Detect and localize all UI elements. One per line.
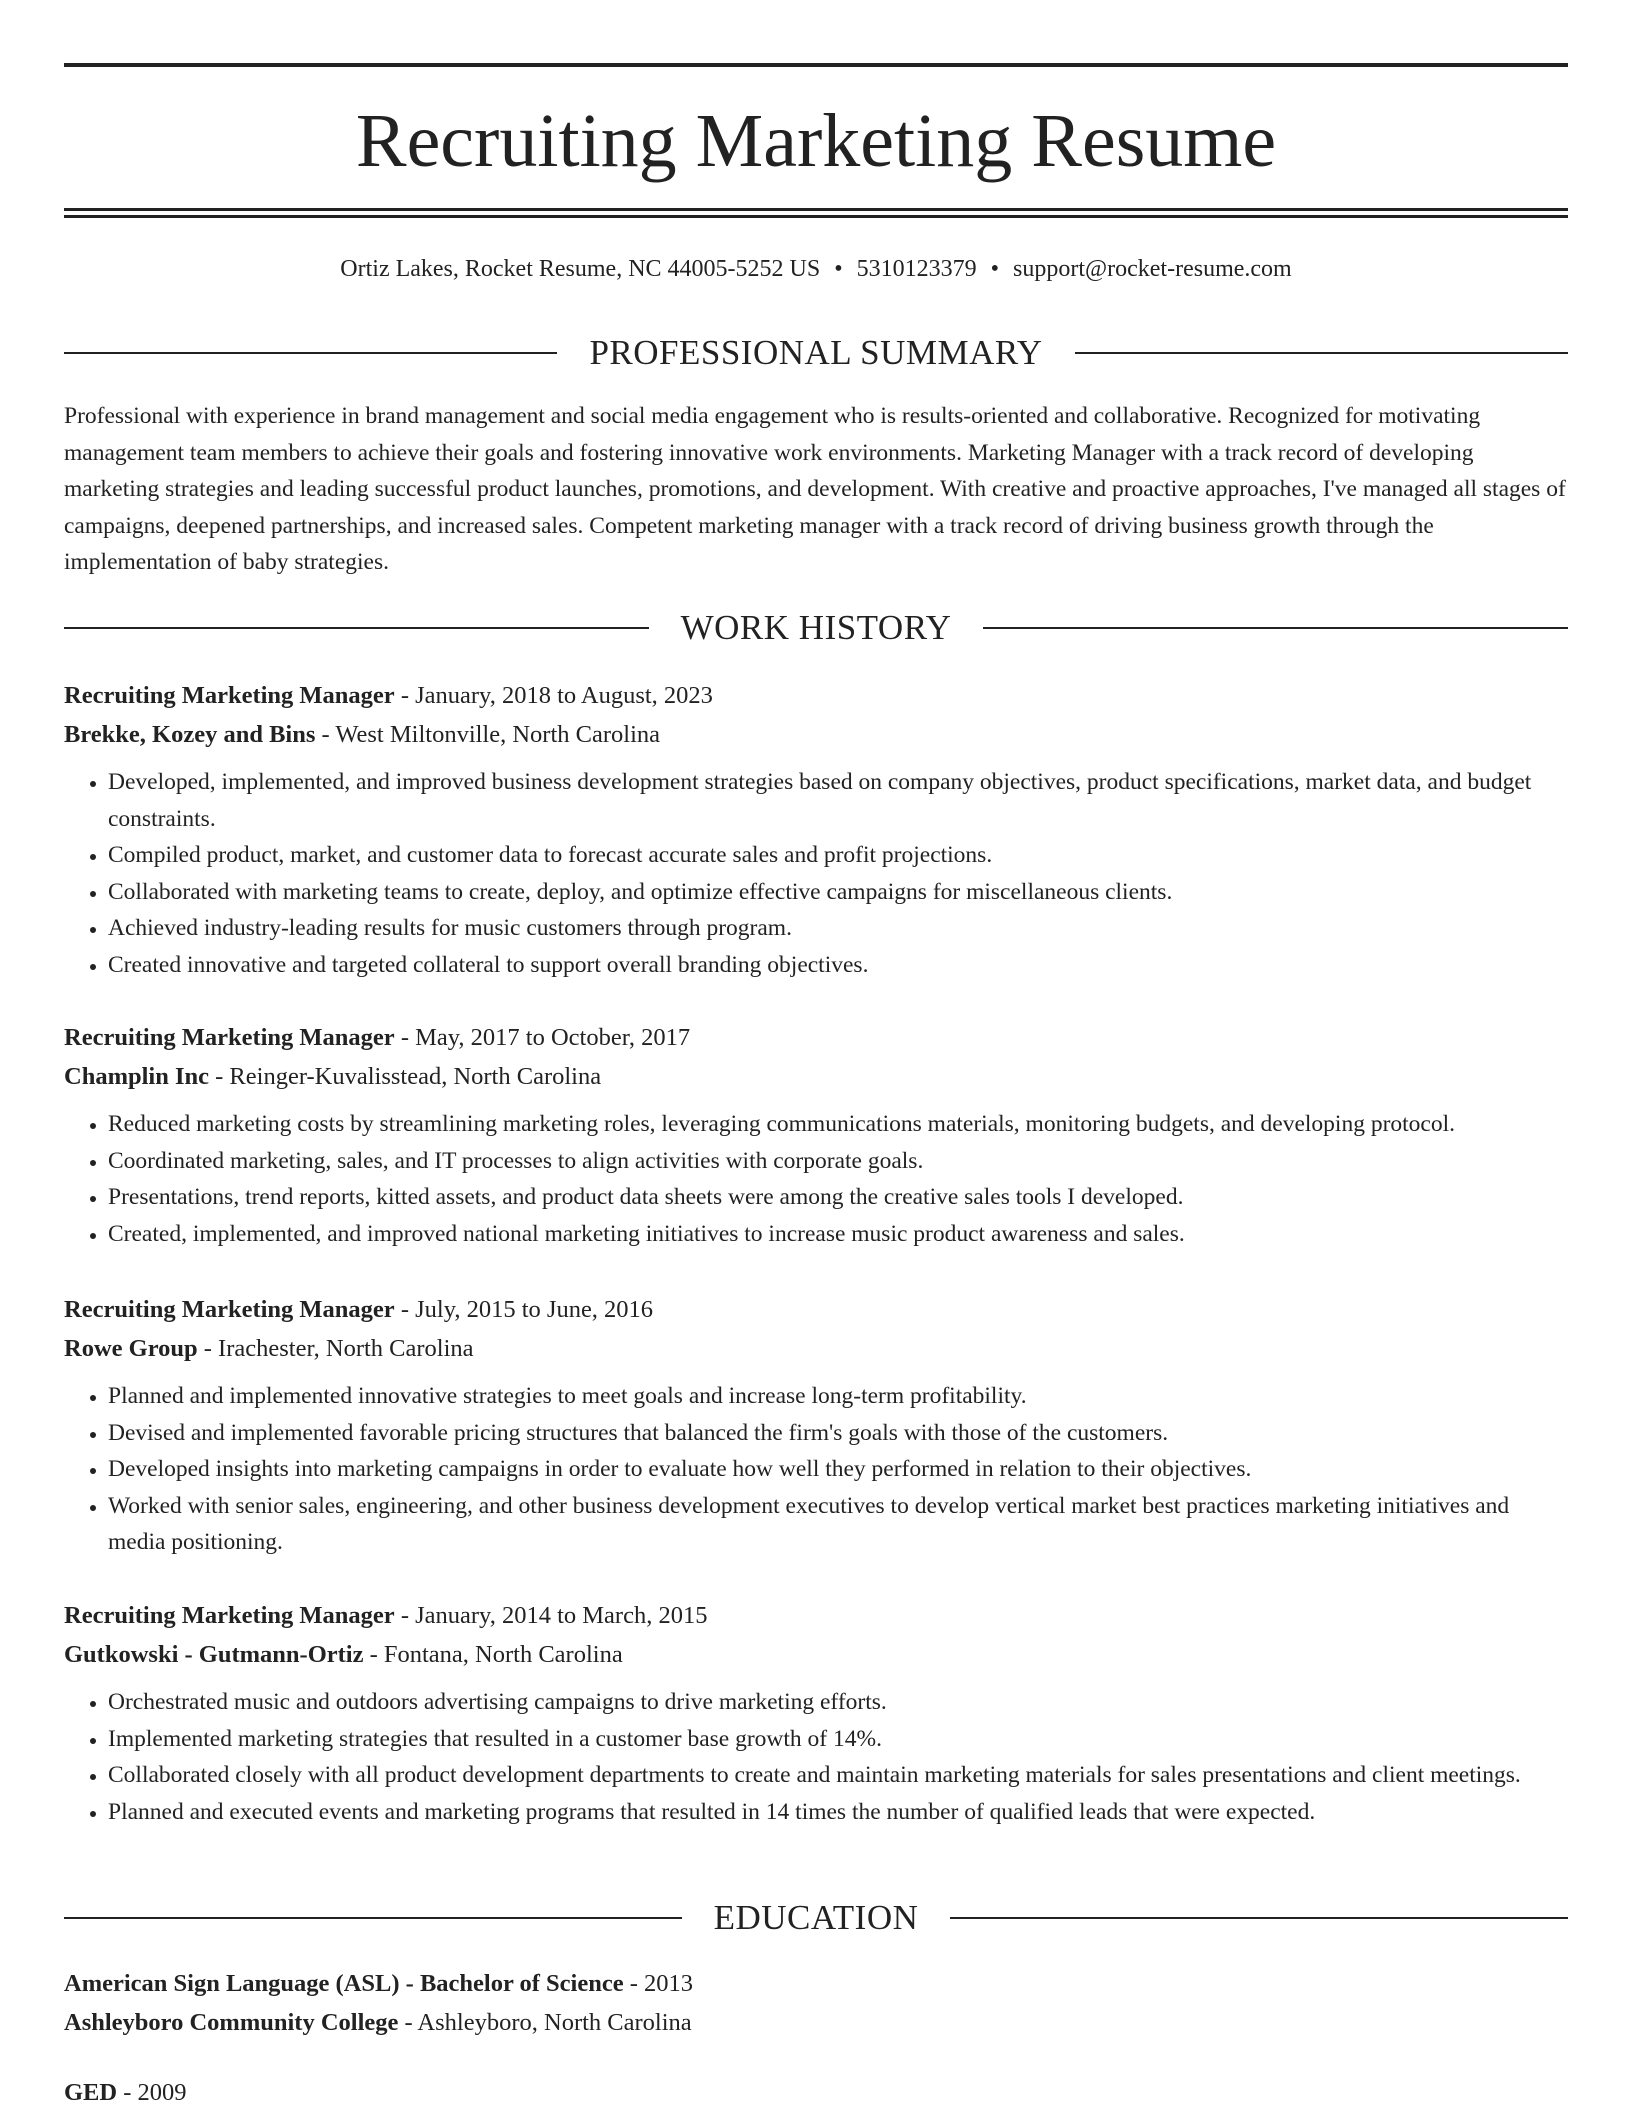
job-company: Rowe Group [64, 1335, 198, 1362]
education-entry [64, 1964, 1568, 2042]
work-section-header [64, 608, 1568, 648]
job-title-line [64, 1290, 1568, 1329]
education-section-header [64, 1898, 1568, 1938]
job-bullet: • Created innovative and targeted collateral to support overall branding objectives. [108, 947, 1568, 984]
job-title: Recruiting Marketing Manager [64, 1602, 395, 1629]
summary-text: Professional with experience in brand management and social media engagement who is results-oriented and collaborative. Recognized for motivating management team members to achieve their goals and fostering innovative work environments. Marketing Manager with a track record of developing marketing strategies and leading successful product launches, promotions, and development. With creative and proactive approaches, I've managed all stages of campaigns, deepened partnerships, and increased sales. Competent marketing manager with a track record of driving business growth through the implementation of baby strategies. [64, 403, 1566, 575]
job-location: - West Miltonville, North Carolina [315, 721, 661, 748]
title-double-rule-lower [64, 215, 1568, 218]
education-heading: EDUCATION [713, 1898, 919, 1937]
job-company: Brekke, Kozey and Bins [64, 721, 316, 748]
divider [64, 1917, 682, 1919]
job-bullet: • Reduced marketing costs by streamlining marketing roles, leveraging communications materials, monitoring budgets, and developing protocol. [108, 1106, 1568, 1143]
job-location: - Reinger-Kuvalisstead, North Carolina [209, 1063, 602, 1090]
job-bullet: • Compiled product, market, and customer data to forecast accurate sales and profit projections. [108, 837, 1568, 874]
job-title-line [64, 676, 1568, 715]
education-school: Ashleyboro Community College [64, 2009, 399, 2036]
contact-address: Ortiz Lakes, Rocket Resume, NC 44005-5252 US [340, 256, 821, 282]
job-location: - Fontana, North Carolina [363, 1641, 623, 1668]
job-bullet: • Implemented marketing strategies that resulted in a customer base growth of 14%. [108, 1721, 1568, 1758]
job-bullet: • Developed insights into marketing campaigns in order to evaluate how well they performed in relation to their objectives. [108, 1451, 1568, 1488]
job-entry [64, 1290, 1568, 1561]
education-degree: GED [64, 2079, 118, 2106]
job-bullet: • Presentations, trend reports, kitted assets, and product data sheets were among the creative sales tools I developed. [108, 1179, 1568, 1216]
job-bullet: • Developed, implemented, and improved business development strategies based on company objectives, product specifications, market data, and budget constraints. [108, 764, 1568, 837]
education-year: - 2009 [117, 2079, 187, 2106]
title-double-rule-upper [64, 208, 1568, 211]
job-entry [64, 1018, 1568, 1252]
job-bullet: • Collaborated with marketing teams to create, deploy, and optimize effective campaigns for miscellaneous clients. [108, 874, 1568, 911]
job-bullet: • Devised and implemented favorable pricing structures that balanced the firm's goals with those of the customers. [108, 1415, 1568, 1452]
job-bullets [64, 764, 1568, 983]
job-bullet: • Collaborated closely with all product development departments to create and maintain marketing materials for sales presentations and client meetings. [108, 1757, 1568, 1794]
job-entry [64, 1596, 1568, 1830]
job-company-line [64, 1635, 1568, 1674]
contact-separator: • [834, 256, 843, 282]
job-dates: - January, 2014 to March, 2015 [394, 1602, 708, 1629]
job-title-line [64, 1018, 1568, 1057]
contact-line [64, 253, 1568, 285]
job-bullet: • Achieved industry-leading results for music customers through program. [108, 910, 1568, 947]
job-company-line [64, 1329, 1568, 1368]
job-dates: - May, 2017 to October, 2017 [394, 1024, 691, 1051]
job-title-line [64, 1596, 1568, 1635]
divider [1075, 352, 1568, 354]
job-bullet: • Worked with senior sales, engineering, and other business development executives to develop vertical market best practices marketing initiatives and media positioning. [108, 1488, 1568, 1561]
job-bullet: • Coordinated marketing, sales, and IT processes to align activities with corporate goals. [108, 1143, 1568, 1180]
top-rule [64, 63, 1568, 67]
summary-heading: PROFESSIONAL SUMMARY [589, 333, 1043, 372]
job-bullet: • Planned and implemented innovative strategies to meet goals and increase long-term profitability. [108, 1378, 1568, 1415]
education-school-line [64, 2003, 1568, 2042]
contact-phone: 5310123379 [856, 256, 977, 282]
contact-email: support@rocket-resume.com [1013, 256, 1292, 282]
divider [950, 1917, 1568, 1919]
contact-separator: • [990, 256, 1000, 282]
education-degree-line [64, 1964, 1568, 2003]
education-degree: American Sign Language (ASL) - Bachelor of Science [64, 1970, 624, 1997]
divider [983, 627, 1568, 629]
education-year: - 2013 [623, 1970, 694, 1997]
job-company-line [64, 715, 1568, 754]
job-location: - Irachester, North Carolina [197, 1335, 474, 1362]
job-title: Recruiting Marketing Manager [64, 1024, 395, 1051]
divider [64, 352, 557, 354]
job-bullet: • Orchestrated music and outdoors advertising campaigns to drive marketing efforts. [108, 1684, 1568, 1721]
job-bullets [64, 1684, 1568, 1830]
job-company-line [64, 1057, 1568, 1096]
resume-title: Recruiting Marketing Resume [355, 99, 1277, 183]
job-dates: - July, 2015 to June, 2016 [394, 1296, 654, 1323]
job-bullets [64, 1106, 1568, 1252]
job-bullet: • Created, implemented, and improved national marketing initiatives to increase music product awareness and sales. [108, 1216, 1568, 1253]
job-bullet: • Planned and executed events and marketing programs that resulted in 14 times the number of qualified leads that were expected. [108, 1794, 1568, 1831]
job-title: Recruiting Marketing Manager [64, 1296, 395, 1323]
education-degree-line [64, 2073, 1568, 2112]
job-dates: - January, 2018 to August, 2023 [394, 682, 713, 709]
job-bullets [64, 1378, 1568, 1561]
job-company: Champlin Inc [64, 1063, 210, 1090]
job-entry [64, 676, 1568, 983]
divider [64, 627, 649, 629]
education-location: - Ashleyboro, North Carolina [398, 2009, 692, 2036]
summary-section-header [64, 333, 1568, 373]
job-company: Gutkowski - Gutmann-Ortiz [64, 1641, 364, 1668]
work-heading: WORK HISTORY [680, 608, 952, 647]
education-entry [64, 2073, 1568, 2112]
job-title: Recruiting Marketing Manager [64, 682, 395, 709]
